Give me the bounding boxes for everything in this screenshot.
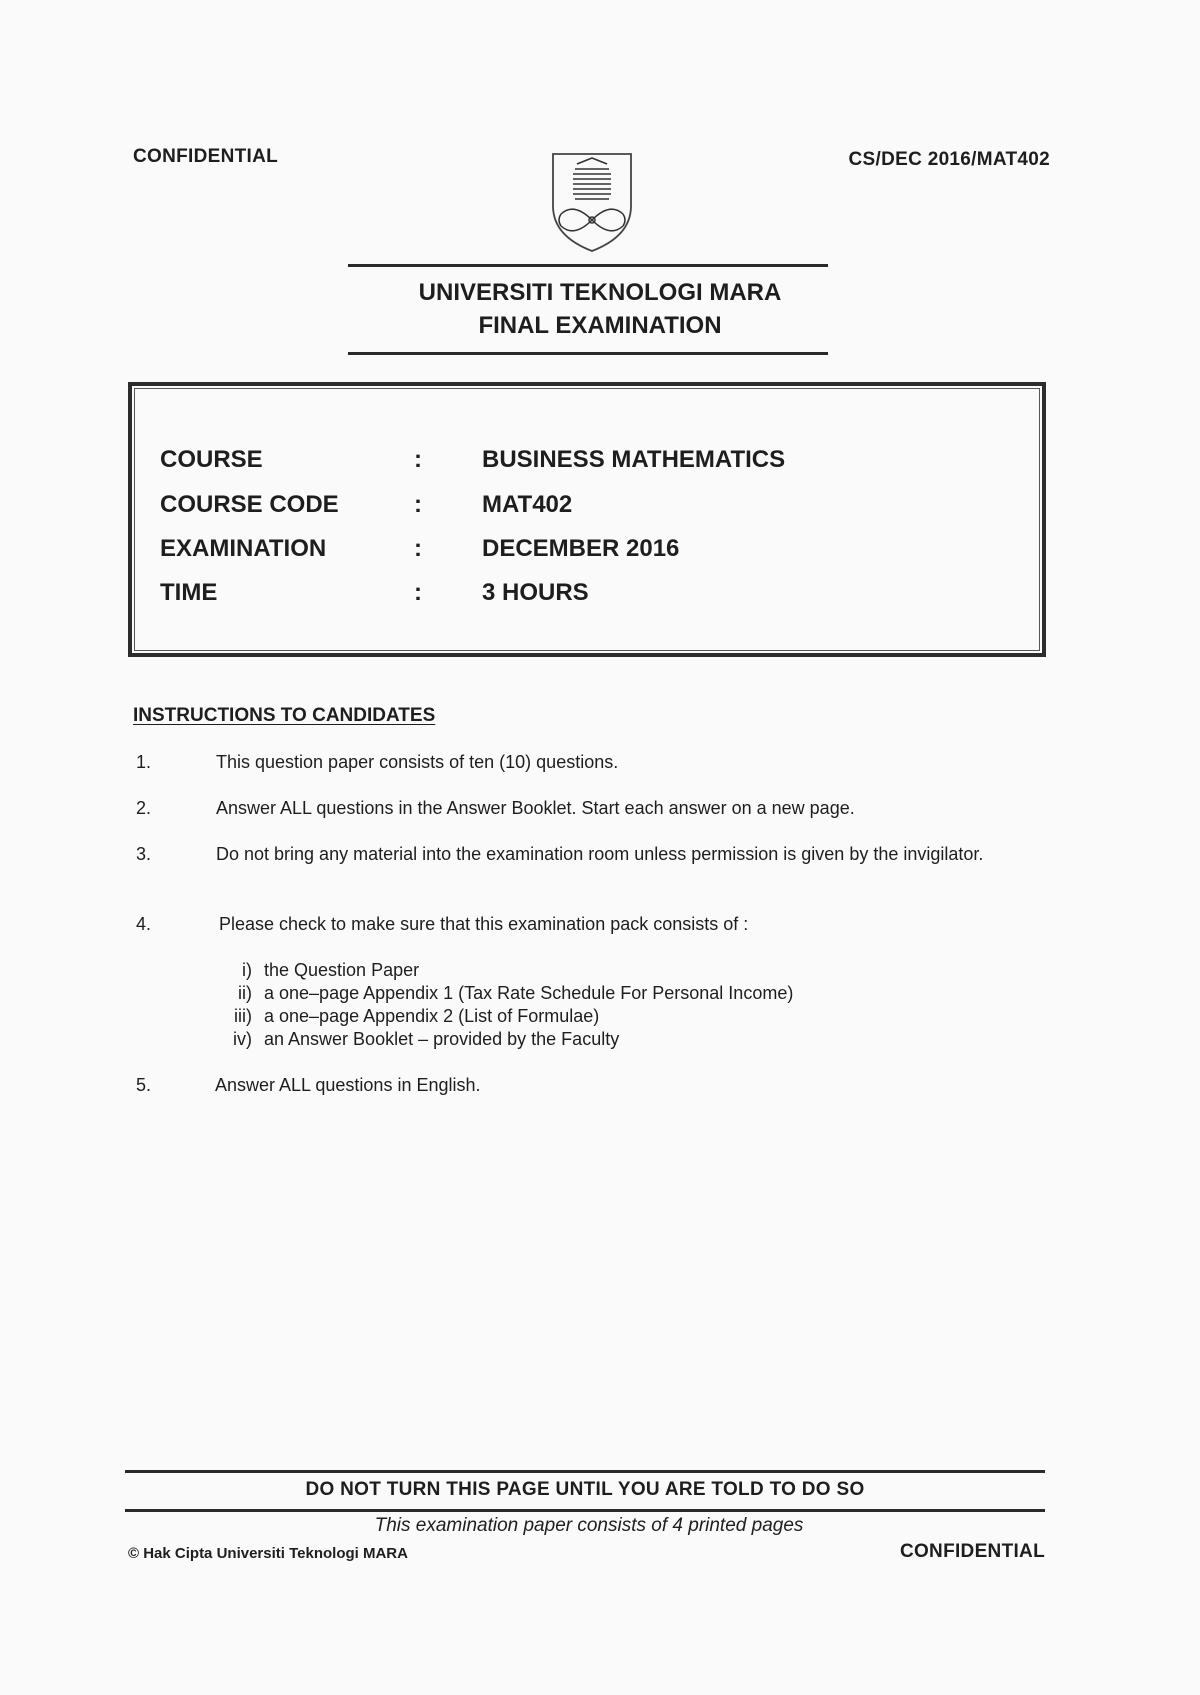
footer-rule-bottom xyxy=(125,1509,1045,1512)
pack-text: an Answer Booklet – provided by the Faculty xyxy=(264,1029,620,1049)
instruction-text: Do not bring any material into the examination room unless permission is given by the invigilator. xyxy=(216,844,984,864)
info-colon: : xyxy=(414,535,422,562)
copyright-notice: © Hak Cipta Universiti Teknologi MARA xyxy=(128,1545,408,1562)
title-rule-top xyxy=(348,264,828,267)
exam-title: FINAL EXAMINATION xyxy=(478,312,722,339)
pack-text: a one–page Appendix 2 (List of Formulae) xyxy=(264,1006,600,1026)
pack-numeral: ii) xyxy=(238,983,252,1003)
instruction-text: Answer ALL questions in English. xyxy=(215,1075,481,1095)
pack-numeral: iii) xyxy=(234,1006,252,1026)
title-rule-bottom xyxy=(348,352,828,355)
confidential-label-bottom: CONFIDENTIAL xyxy=(899,1541,1045,1562)
instruction-text: Answer ALL questions in the Answer Booklet. Start each answer on a new page. xyxy=(216,798,855,818)
info-value: BUSINESS MATHEMATICS xyxy=(482,446,786,473)
instruction-number: 1. xyxy=(136,752,152,772)
uitm-crest-icon xyxy=(549,150,635,254)
info-label: TIME xyxy=(160,579,218,606)
do-not-turn-notice: DO NOT TURN THIS PAGE UNTIL YOU ARE TOLD TO DO SO xyxy=(305,1479,865,1500)
info-label: EXAMINATION xyxy=(160,535,327,562)
info-value: DECEMBER 2016 xyxy=(482,535,680,562)
info-colon: : xyxy=(414,579,422,606)
info-colon: : xyxy=(414,491,422,518)
instruction-text: This question paper consists of ten (10) questions. xyxy=(216,752,619,772)
info-value: 3 HOURS xyxy=(482,579,589,606)
instructions-heading: INSTRUCTIONS TO CANDIDATES xyxy=(133,705,436,726)
instruction-number: 3. xyxy=(136,844,152,864)
university-name: UNIVERSITI TEKNOLOGI MARA xyxy=(418,279,782,306)
info-colon: : xyxy=(414,446,422,473)
pack-text: the Question Paper xyxy=(264,960,420,980)
info-value: MAT402 xyxy=(482,491,573,518)
pack-numeral: iv) xyxy=(233,1029,252,1049)
instruction-text: Please check to make sure that this examination pack consists of : xyxy=(219,914,749,934)
confidential-label-top: CONFIDENTIAL xyxy=(133,146,279,167)
info-label: COURSE xyxy=(160,446,263,473)
info-label: COURSE CODE xyxy=(160,491,339,518)
printed-pages-note: This examination paper consists of 4 printed pages xyxy=(374,1515,804,1536)
instruction-number: 5. xyxy=(136,1075,152,1095)
course-info-box xyxy=(128,382,1046,657)
pack-text: a one–page Appendix 1 (Tax Rate Schedule For Personal Income) xyxy=(264,983,794,1003)
footer-rule-top xyxy=(125,1470,1045,1473)
paper-code: CS/DEC 2016/MAT402 xyxy=(848,149,1050,170)
instruction-number: 4. xyxy=(136,914,152,934)
pack-numeral: i) xyxy=(242,960,252,980)
instruction-number: 2. xyxy=(136,798,152,818)
